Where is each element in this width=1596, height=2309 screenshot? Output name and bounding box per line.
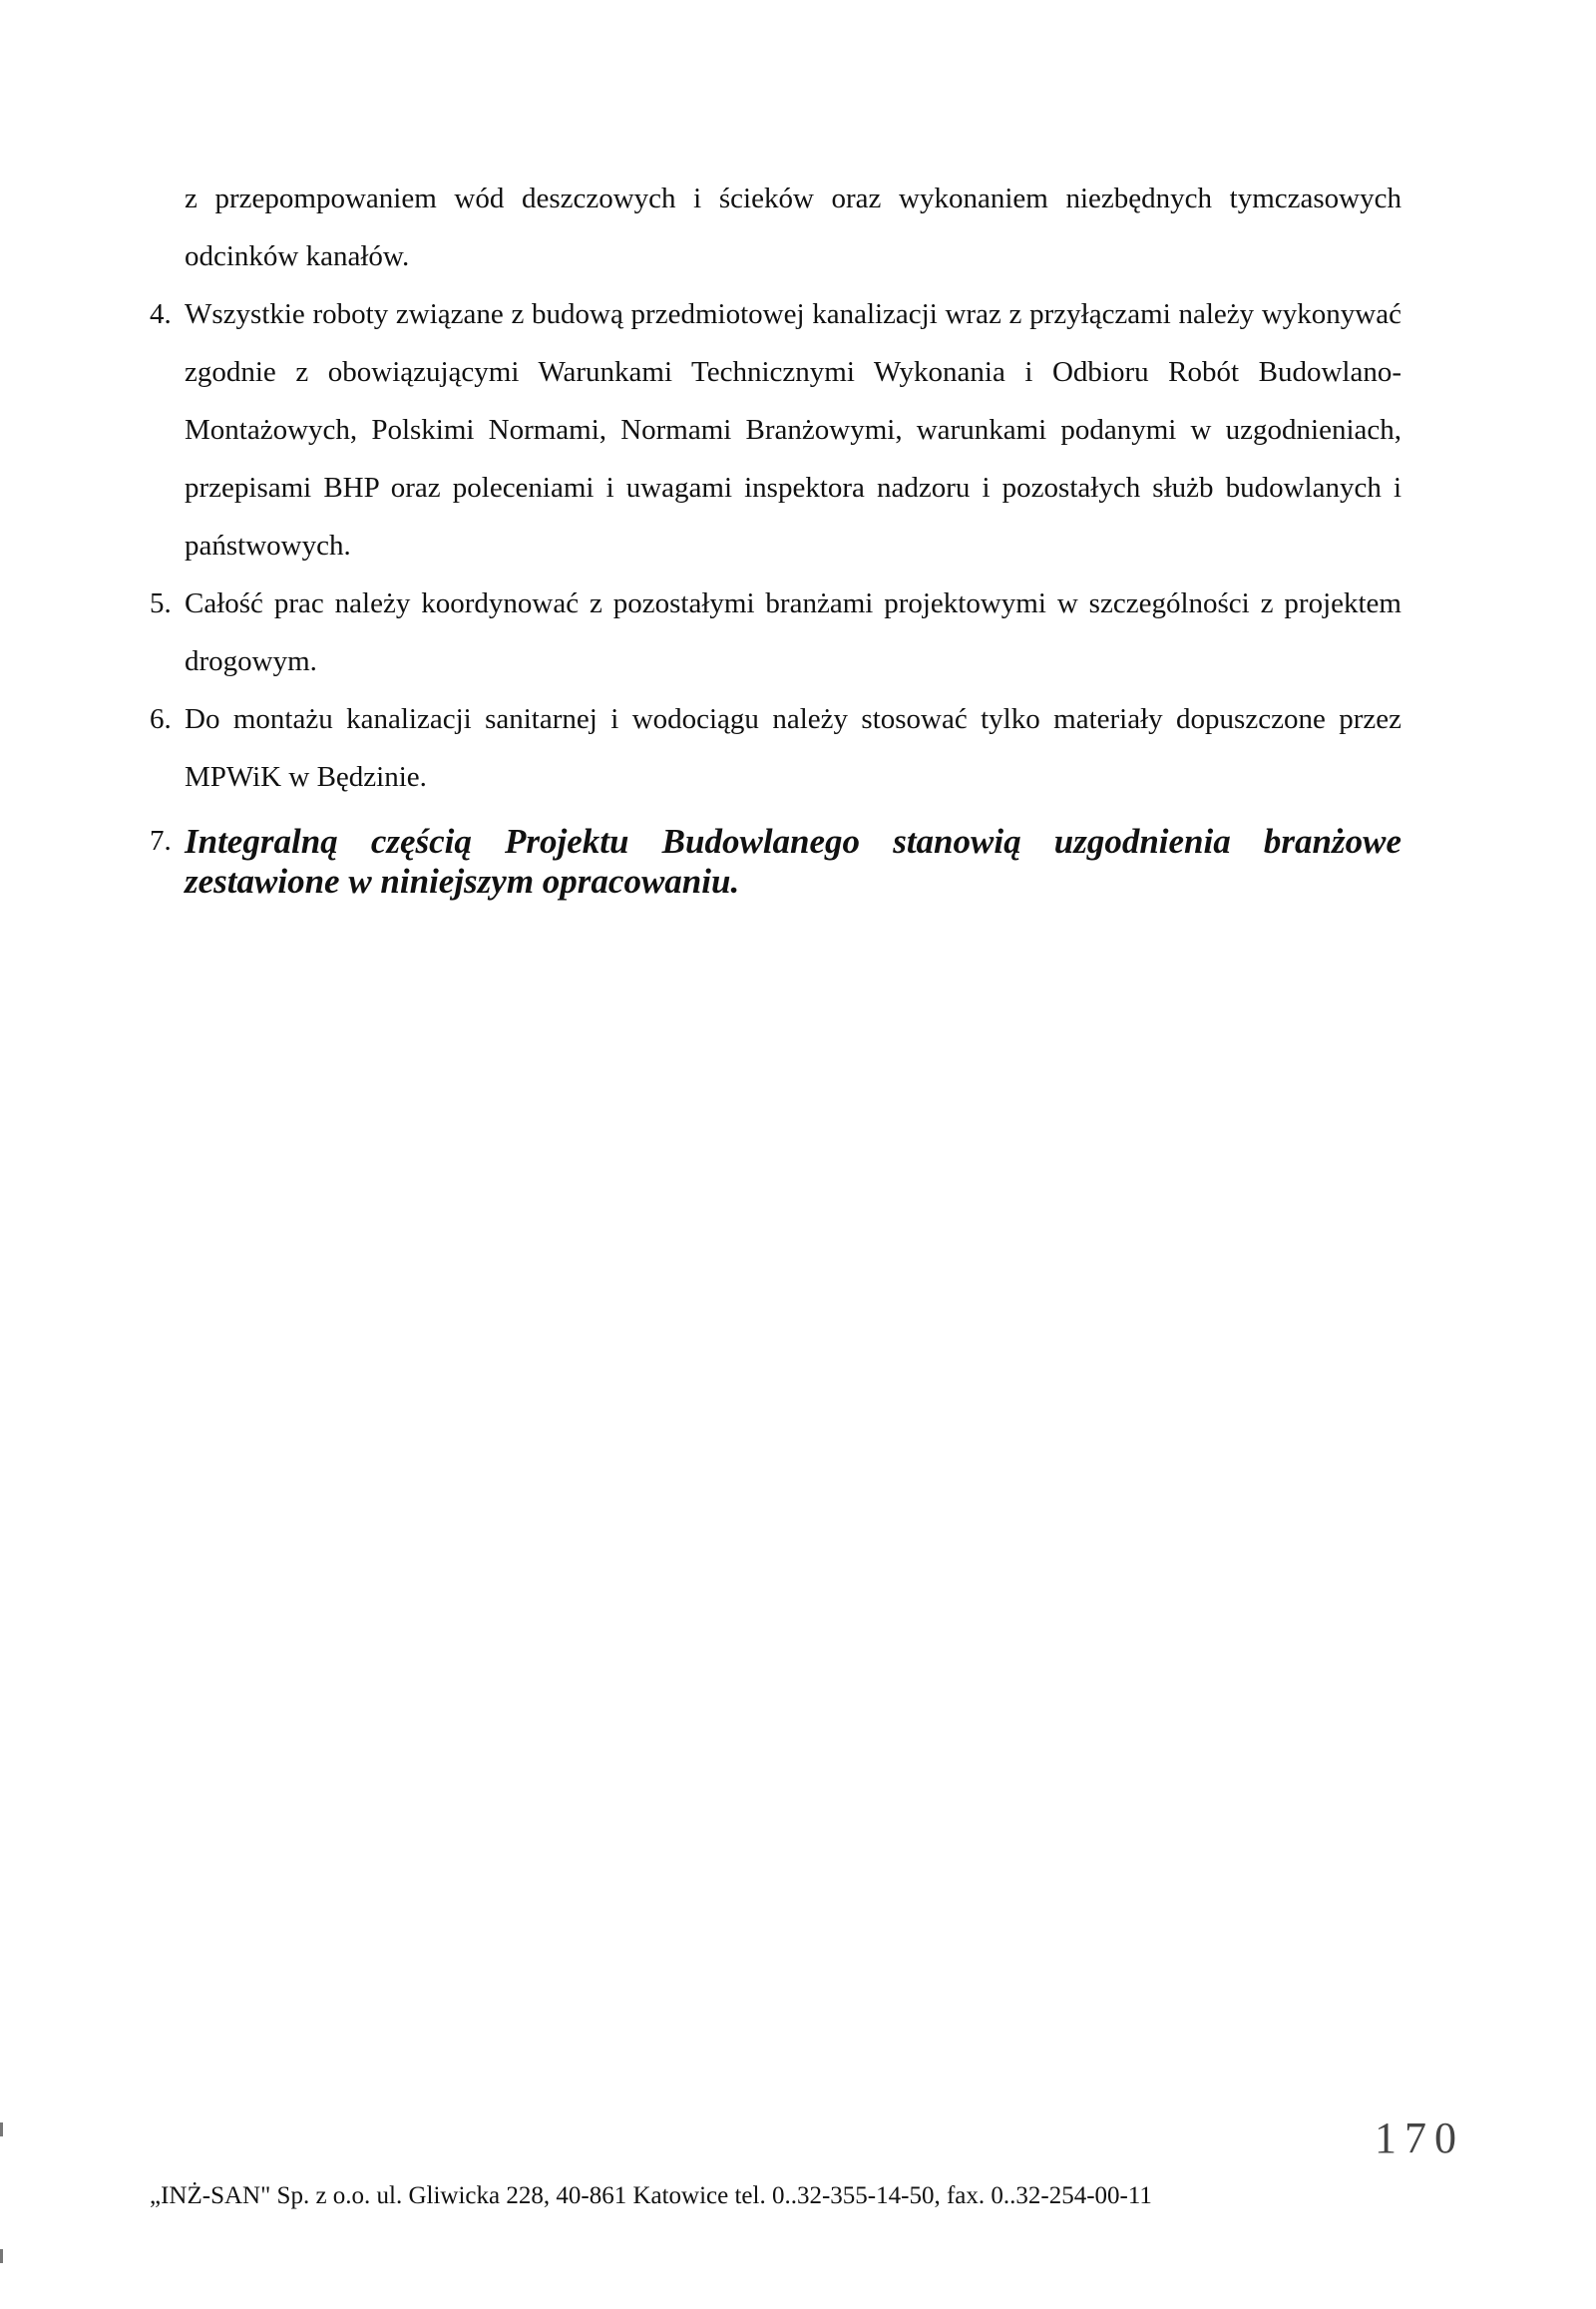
body-text bbox=[150, 170, 1401, 902]
list-number: 4. bbox=[150, 298, 172, 330]
company-footer: „INŻ-SAN" Sp. z o.o. ul. Gliwicka 228, 40-861 Katowice tel. 0..32-355-14-50, fax. 0..32-254-00-11 bbox=[150, 2182, 1152, 2209]
page-number: 170 bbox=[1375, 2114, 1464, 2162]
list-number: 5. bbox=[150, 587, 172, 619]
scan-edge-mark bbox=[0, 2249, 3, 2263]
list-text: Całość prac należy koordynować z pozostałymi branżami projektowymi w szczególności z projektem drogowym. bbox=[185, 587, 1401, 677]
list-item-5 bbox=[150, 575, 1401, 690]
list-number: 7. bbox=[150, 825, 172, 857]
continuation-paragraph: z przepompowaniem wód deszczowych i ścieków oraz wykonaniem niezbędnych tymczasowych odcinków kanałów. bbox=[185, 183, 1401, 272]
list-item-6 bbox=[150, 690, 1401, 806]
scan-edge-mark bbox=[0, 2122, 3, 2136]
emphasized-list-text: Integralną częścią Projektu Budowlanego stanowią uzgodnienia branżowe zestawione w niniejszym opracowaniu. bbox=[185, 822, 1401, 901]
list-item-4 bbox=[150, 285, 1401, 575]
list-text: Do montażu kanalizacji sanitarnej i wodociągu należy stosować tylko materiały dopuszczone przez MPWiK w Będzinie. bbox=[185, 703, 1401, 793]
list-item-7 bbox=[150, 816, 1401, 902]
list-text: Wszystkie roboty związane z budową przedmiotowej kanalizacji wraz z przyłączami należy wykonywać zgodnie z obowiązującymi Warunkami Technicznymi Wykonania i Odbioru Robót Budowlano-Montażowych, Polskimi Normami, Normami Branżowymi, warunkami podanymi w uzgodnieniach, przepisami BHP oraz poleceniami i uwagami inspektora nadzoru i pozostałych służb budowlanych i państwowych. bbox=[185, 298, 1401, 562]
list-number: 6. bbox=[150, 703, 172, 735]
